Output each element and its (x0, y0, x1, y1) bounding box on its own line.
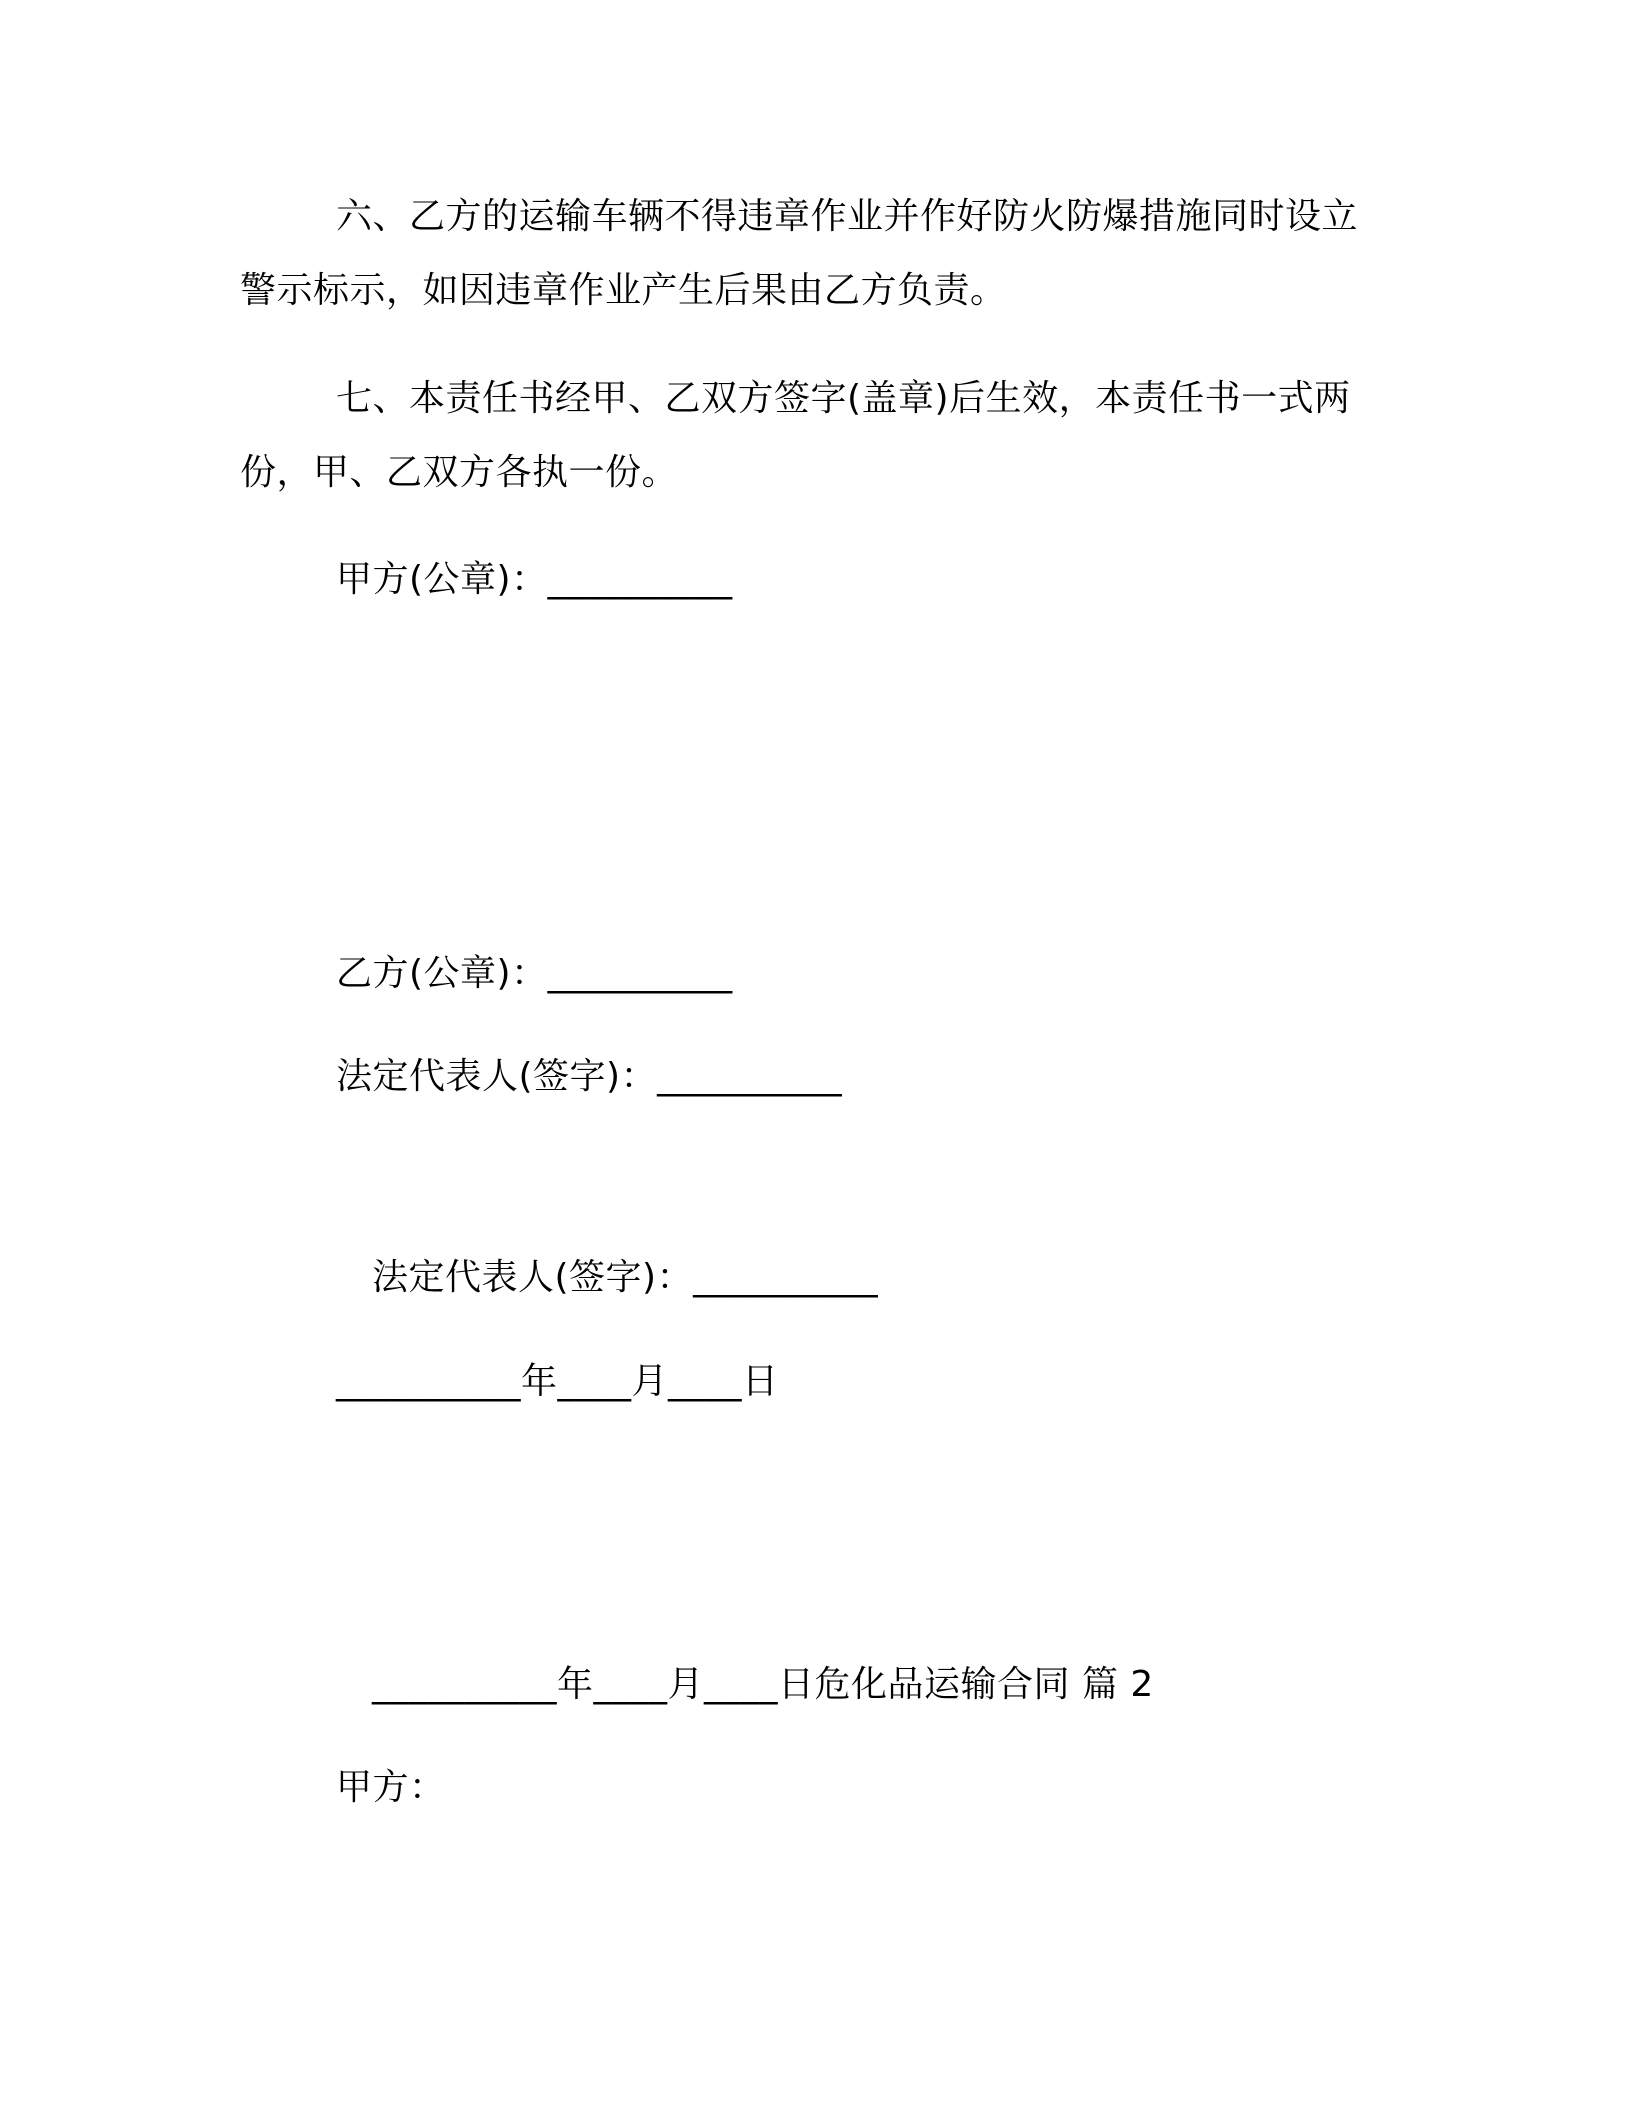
date-line: __________年____月____日 (336, 1361, 779, 1402)
party-a-label: 甲方： (336, 1767, 446, 1808)
section-2-title: __________年____月____日危化品运输合同 篇 2 (372, 1664, 1154, 1705)
party-b-seal-line: 乙方(公章)：__________ (336, 953, 733, 994)
legal-representative-signature-line-1: 法定代表人(签字)：__________ (336, 1056, 843, 1097)
party-a-seal-line: 甲方(公章)：__________ (336, 559, 733, 600)
clause-6-paragraph: 六、乙方的运输车辆不得违章作业并作好防火防爆措施同时设立警示标示，如因违章作业产生后果由乙方负责。 (240, 196, 1359, 311)
clause-7-paragraph: 七、本责任书经甲、乙双方签字(盖章)后生效，本责任书一式两份，甲、乙双方各执一份。 (240, 378, 1351, 493)
legal-representative-signature-line-2: 法定代表人(签字)：__________ (372, 1257, 879, 1298)
